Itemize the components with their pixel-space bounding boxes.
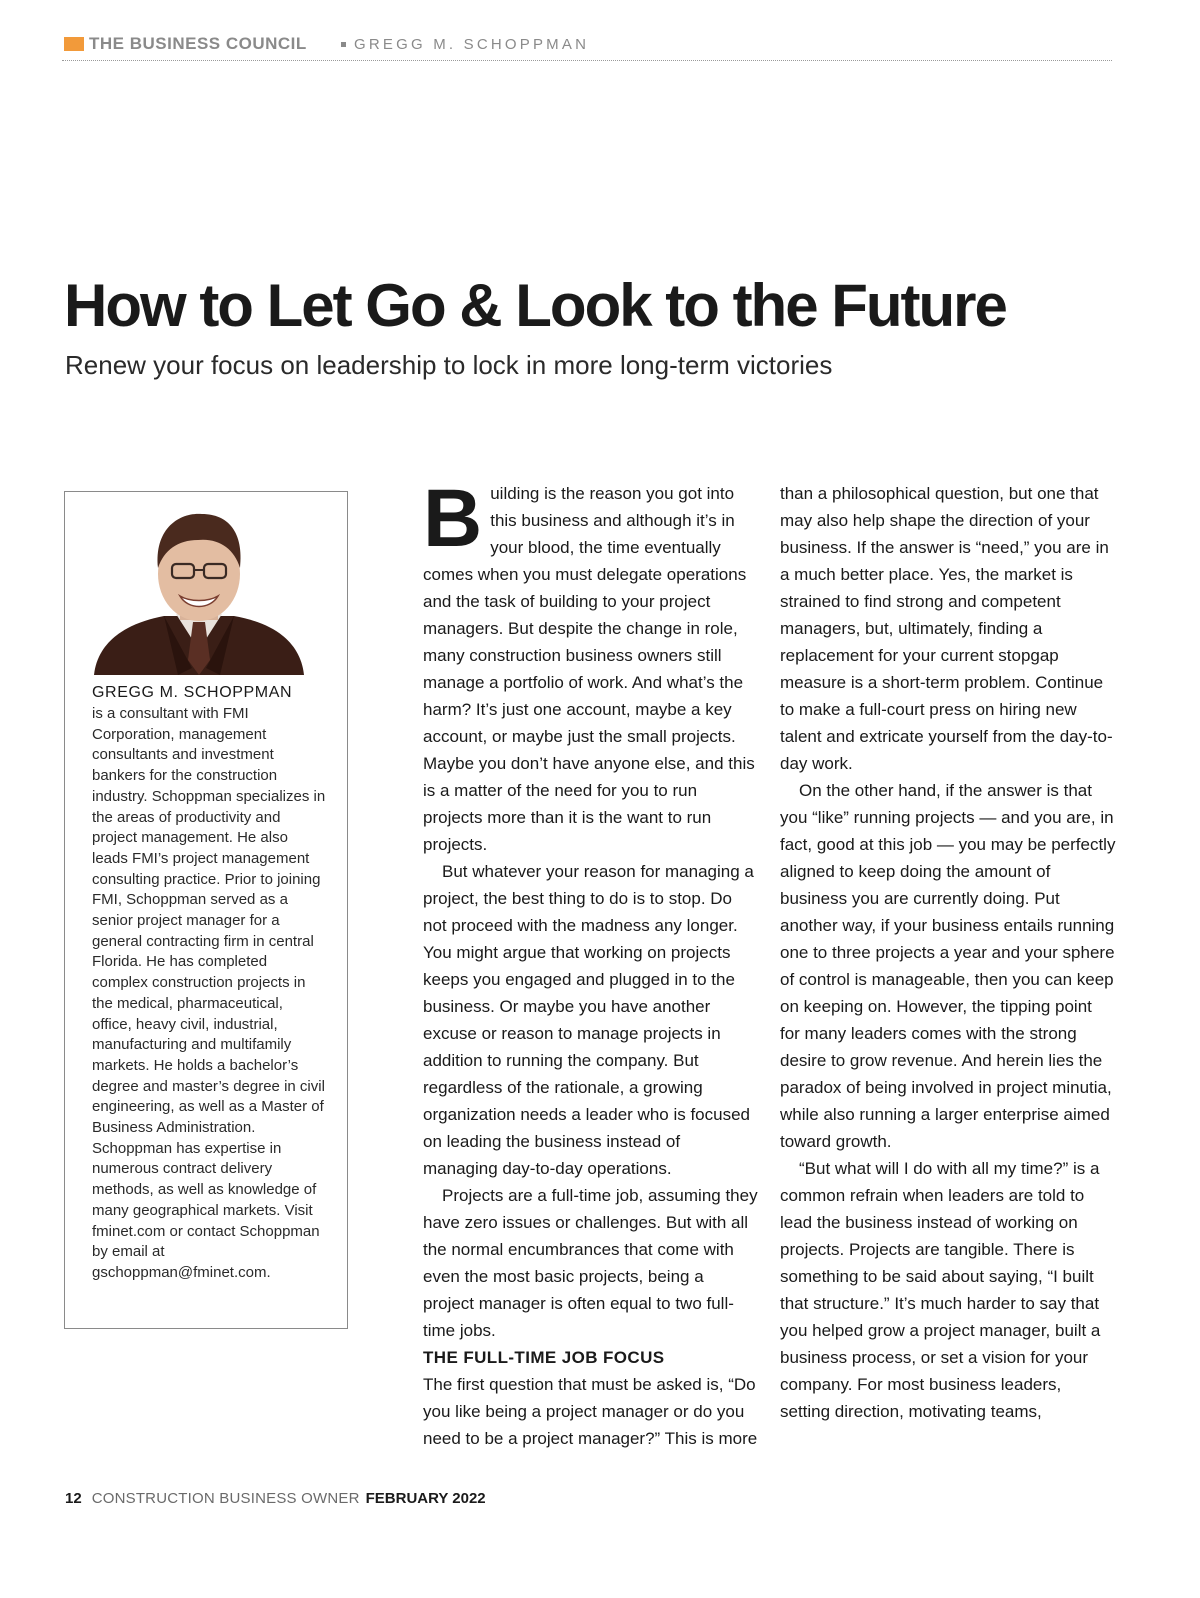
bio-author-name: GREGG M. SCHOPPMAN (92, 684, 293, 701)
issue-date: FEBRUARY 2022 (365, 1490, 486, 1507)
author-bio-box (64, 491, 348, 1329)
page-number: 12 (65, 1490, 82, 1507)
paragraph-3: Projects are a full-time job, assuming they have zero issues or challenges. But with all the normal encumbrances that come with even the most basic projects, being a project manager is often equal to two full-time jobs. (423, 1186, 758, 1340)
paragraph-2: But whatever your reason for managing a project, the best thing to do is to stop. Do not proceed with the madness any longer. You might argue that working on projects keeps you engaged and plugged in to the business. Or maybe you have another excuse or reason to manage projects in addition to running the company. But regardless of the rationale, a growing organization needs a leader who is focused on leading the business instead of managing day-to-day operations. (423, 862, 754, 1178)
article-title: How to Let Go & Look to the Future (64, 272, 1006, 339)
magazine-name: CONSTRUCTION BUSINESS OWNER (91, 1490, 360, 1507)
body-column-1 (423, 473, 759, 1452)
bio-text: is a consultant with FMI Corporation, management consultants and investment bankers for the construction industry. Schoppman specializes in the areas of productivity and project management. He also leads FMI’s project management consulting practice. Prior to joining FMI, Schoppman served as a senior project manager for a general contracting firm in central Florida. He has completed complex construction projects in the medical, pharmaceutical, office, heavy civil, industrial, manufacturing and multifamily markets. He holds a bachelor’s degree and master’s degree in civil engineering, as well as a Master of Business Administration. Schoppman has expertise in numerous contract delivery methods, as well as knowledge of many geographical markets. Visit fminet.com or contact Schoppman by email at gschoppman@fminet.com. (92, 705, 326, 1281)
paragraph-5: On the other hand, if the answer is that you “like” running projects — and you are, in fact, good at this job — you may be perfectly aligned to keep doing the amount of business you are currently doing. Put another way, if your business entails running one to three projects a year and your sphere of control is manageable, then you can keep on keeping on. However, the tipping point for many leaders comes with the strong desire to grow revenue. And herein lies the paradox of being involved in project minutia, while also running a larger enterprise aimed toward growth. (780, 781, 1116, 1151)
author-headshot (92, 510, 306, 675)
drop-cap: B (423, 473, 483, 564)
header-author: GREGG M. SCHOPPMAN (354, 36, 590, 53)
paragraph-4-continued: than a philosophical question, but one that may also help shape the direction of your business. If the answer is “need,” you are in a much better place. Yes, the market is strained to find strong and competent managers, but, ultimately, finding a replacement for your current stopgap measure is a short-term problem. Continue to make a full-court press on hiring new talent and extricate yourself from the day-to-day work. (780, 484, 1113, 773)
section-subhead: THE FULL-TIME JOB FOCUS (423, 1348, 665, 1367)
paragraph-1-text: uilding is the reason you got into this business and although it’s in your blood, the time eventually comes when you must delegate operations and the task of building to your project managers. But despite the change in role, many construction business owners still manage a portfolio of work. And what’s the harm? It’s just one account, maybe a key account, or maybe just the small projects. Maybe you don’t have anyone else, and this is a matter of the need for you to run projects more than it is the want to run projects. (423, 484, 755, 854)
separator-dot (341, 42, 346, 47)
article-subtitle: Renew your focus on leadership to lock in more long-term victories (65, 350, 833, 380)
running-header (62, 34, 1112, 61)
section-name: THE BUSINESS COUNCIL (89, 34, 307, 53)
body-column-2 (780, 480, 1116, 1425)
paragraph-6: “But what will I do with all my time?” is a common refrain when leaders are told to lead the business instead of working on projects. Projects are tangible. There is something to be said about saying, “I built that structure.” It’s much harder to say that you helped grow a project manager, built a business process, or set a vision for your company. For most business leaders, setting direction, motivating teams, (780, 1159, 1101, 1421)
page-footer (65, 1488, 486, 1510)
section-marker-square (64, 37, 84, 51)
paragraph-4: The first question that must be asked is, “Do you like being a project manager or do you need to be a project manager?” This is more (423, 1375, 758, 1448)
paragraph-1 (423, 473, 759, 858)
